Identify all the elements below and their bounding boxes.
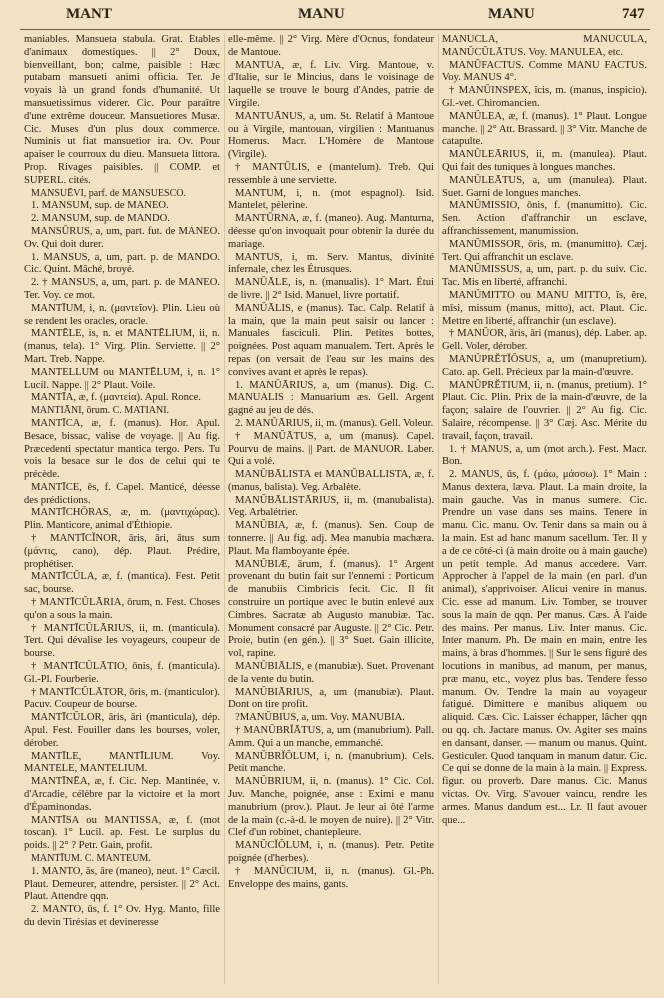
entry-text: 2. MANTO, ūs, f. 1° Ov. Hyg. Manto, fille du devin Tirésias et devineresse (24, 904, 220, 928)
header-left-word: MANT (66, 6, 112, 22)
entry-text: † MANTŪLIS, e (mantelum). Treb. Qui ressemble à une serviette. (228, 161, 434, 186)
entry-text: MANŬĀLE, is, n. (manualis). 1° Mart. Étui de livre. || 2° Isid. Manuel, livre portatif. (228, 277, 434, 301)
entry-text: MANŬFACTUS. Comme MANU FACTUS. Voy. MANUS 4°. (442, 59, 647, 84)
entry-text: elle-même. || 2° Virg. Mère d'Ocnus, fondateur de Mantoue. (228, 34, 434, 58)
entry-text: MANŬPRĔTIUM, ii, n. (manus, pretium). 1° Plaut. Cic. Plin. Prix de la main-d'œuvre, de la façon; salaire de l'ouvrier. || 2° Au fig. Cic. Salaire, récompense. || 3° Cæj. Asc. Mérite du travail, façon, travail. (442, 379, 647, 442)
entry-text: MANTĪA, æ, f. (μαντεία). Apul. Ronce. (31, 392, 201, 404)
entry-text: 1. MANSUS, a, um, part. p. de MANDO. Cic. Quint. Mâché, broyé. (24, 251, 220, 276)
entry-text: 1. MANSUM, sup. de MANEO. (31, 200, 169, 212)
entry-text: MANŬCĬŎLUM, i, n. (manus). Petr. Petite poignée (d'herbes). (228, 840, 434, 864)
entry-text: MANTUĀNUS, a, um. St. Relatif à Mantoue ou à Virgile, mantouan, virgilien : Mantuanus Homerus. Macr. L'Homère de Mantoue (Virgile). (228, 110, 434, 161)
entry-text: MANŬLEĀTUS, a, um (manulea). Plaut. Suet. Garni de longues manches. (442, 174, 647, 199)
entry-text: MANTĪCA, æ, f. (manus). Hor. Apul. Besace, bissac, valise de voyage. || Au fig. Præcedenti spectatur mantica tergo. Pers. Tu vois la besace sur le dos de celui qui te précède. (24, 417, 220, 481)
column-middle (228, 34, 434, 992)
entry-text: MANŬĀLIS, e (manus). Tac. Calp. Relatif à la main, que la main peut saisir ou lancer : Manuales fasciculi. Plin. Petites bottes, poignées. Post aquam manualem. Tert. Après le repas (on versait de l'eau sur les mains des convives avant et après le repas). (228, 302, 434, 378)
entry-text: MANŬMISSOR, ōris, m. (manumitto). Cæj. Tert. Qui affranchit un esclave. (442, 238, 647, 263)
entry-text: † MANTĪCŬLĀRIUS, ii, m. (manticula). Tert. Qui dévalise les voyageurs, coupeur de bourse. (24, 622, 220, 660)
entry-text: MANŬBĀLISTĀRIUS, ii, m. (manubalista). Veg. Arbalétrier. (228, 494, 434, 519)
page-number: 747 (622, 6, 645, 22)
entry-text: MANŬMISSIO, ōnis, f. (manumitto). Cic. Sen. Action d'affranchir un esclave, affranchissement, manumission. (442, 200, 647, 237)
entry-text: MANŬBIÆ, ārum, f. (manus). 1° Argent provenant du butin fait sur l'ennemi : Porticum de manubiis Cimbricis fecit. Cic. Il fit construire un portique avec le butin enlevé aux Cimbres. Sacratæ ab Augusto manubiæ. Tac. Monument consacré par Auguste. || 2° Cic. Petr. Proie, butin (en gén.). || 3° Suet. Gain illicite, vol, rapine. (228, 558, 434, 660)
entry-text: MANSUĒVI, parf. de MANSUESCO. (31, 187, 186, 199)
entry-text: MANŬBRĬŎLUM, i, n. (manubrium). Cels. Petit manche. (228, 750, 434, 775)
entry-text: MANTUS, i, m. Serv. Mantus, divinité infernale, chez les Étrusques. (228, 251, 434, 276)
entry-text: MANTŪRNA, æ, f. (maneo). Aug. Manturna, déesse qu'on invoquait pour obtenir la durée du mariage. (228, 213, 434, 250)
entry-text: MANŬLEĀRIUS, ii, m. (manulea). Plaut. Qui fait des tuniques à longues manches. (442, 149, 647, 173)
entry-text: † MANTĪCŬLĀTOR, ōris, m. (manticulor). Pacuv. Coupeur de bourse. (24, 686, 220, 711)
entry-text: 1. MANTO, ās, āre (maneo), neut. 1° Cæcil. Plaut. Demeurer, attendre, persister. || 2° Act. Plaut. Attendre qqn. (24, 865, 220, 903)
entry-text: MANTĪLE, MANTĪLIUM. Voy. MANTELE, MANTELIUM. (24, 750, 220, 775)
entry-text: MANTĪCHŌRAS, æ, m. (μαντιχώρας). Plin. Manticore, animal d'Éthiopie. (24, 507, 220, 532)
entry-text: MANŬBRIUM, ii, n. (manus). 1° Cic. Col. Juv. Manche, poignée, anse : Eximi e manu manubrium (prov.). Plaut. Je leur ai ôté l'arme de la main (c.-à-d. le moyen de nuire). || 2° Vitr. Clef d'un robinet, chantepleure. (228, 776, 434, 839)
entry-text: 2. MANUS, ūs, f. (μάω, μάσσω). 1° Main : Manus dextera, læva. Plaut. La main droite, la main gauche. Vas in manus sumere. Cic. Prendre un vase dans ses mains. Tenere in manu. Cic. manu. Ov. Tenir dans sa main ou à la main. Est ad hanc manum sacellum. Ter. Il y a de ce côté-ci (à main droite ou à main gauche) un petit temple. Ad manus accedere. Varr. Approcher à l'appel de la main (en parl. d'un animal), s'apprivoiser. Alicui venire in manus. Cic. esse ad manum. Liv. Tomber, se trouver sous la main de qqn. Per manus. Cæs. À l'aide des mains. Per manus. Liv. Inter manus. Cic. Inter manum. Ph. De main en main, entre les mains, à bras d'hommes. || Sur le sens figuré des locutions in manibus, ad manum, per manus, præ manu, etc., voyez plus bas. Tendere fesso manum. Ov. Tendre la main au voyageur fatigué. Dimittere e manibus aliquem ou aliquid. Cæs. Cic. Laisser échapper, lâcher qqn ou qq. ch. Jactare manus. Ov. Agiter ses mains en dansant, danser. — manum ou manus. Quint. Gesticuler. Quod tanquam in manum datur. Cic. Ce qui se donne de la main à la main. || Express. figur. ou proverb. Dare manus. Cic. Manus victas. Ov. Virg. S'avouer vaincu, rendre les armes. Manus dandum est... Lr. Il faut avouer que... (442, 469, 647, 826)
entry-text: MANTĪCŬLOR, āris, āri (manticula), dép. Apul. Fest. Fouiller dans les bourses, voler, dérober. (24, 712, 220, 749)
entry-text: 2. MANŬĀRIUS, ii, m. (manus). Gell. Voleur. (235, 417, 434, 429)
entry-text: MANŬMISSUS, a, um, part. p. du suiv. Cic. Tac. Mis en liberté, affranchi. (442, 264, 647, 289)
entry-text: ?MANŬBIUS, a, um. Voy. MANUBIA. (235, 712, 405, 724)
entry-text: MANŬBIA, æ, f. (manus). Sen. Coup de tonnerre. || Au fig. adj. Mea manubia machæra. Plaut. Ma flamboyante épée. (228, 520, 434, 557)
header-center-word: MANU (298, 6, 345, 22)
entry-text: † MANŬOR, āris, āri (manus), dép. Laber. ap. Gell. Voler, dérober. (442, 328, 647, 353)
running-header (0, 0, 664, 30)
entry-text: † MANTĪCŬLĀTIO, ōnis, f. (manticula). Gl.-Pl. Fourberie. (24, 661, 220, 685)
entry-text: MANŬBIĀRIUS, a, um (manubiæ). Plaut. Dont on tire profit. (228, 686, 434, 711)
header-rule (20, 29, 650, 30)
entry-text: MANTUA, æ, f. Liv. Virg. Mantoue, v. d'Italie, sur le Mincius, dans le voisinage de laquelle se trouve le bourg d'Andes, patrie de Virgile. (228, 59, 434, 109)
column-gutter (224, 34, 225, 984)
entry-text: MANTELLUM ou MANTĒLUM, i, n. 1° Lucil. Nappe. || 2° Plaut. Voile. (24, 366, 220, 391)
header-right-word: MANU (488, 6, 535, 22)
column-right (442, 34, 647, 992)
entry-text: † MANŬBRĬĀTUS, a, um (manubrium). Pall. Amm. Qui a un manche, emmanché. (228, 725, 434, 749)
entry-text: 2. † MANSUS, a, um, part. p. de MANEO. Ter. Voy. ce mot. (24, 277, 220, 301)
entry-text: MANŬLEA, æ, f. (manus). 1° Plaut. Longue manche. || 2° Att. Brassard. || 3° Vitr. Manche de catapulte. (442, 110, 647, 148)
entry-text: † MANŬCIUM, ii, n. (manus). Gl.-Ph. Enveloppe des mains, gants. (228, 865, 434, 890)
entry-text: MANTĪCE, ēs, f. Capel. Manticé, déesse des prédictions. (24, 481, 220, 506)
entry-text: MANŬPRĔTĬŌSUS, a, um (manupretium). Cato. ap. Gell. Précieux par la main-d'œuvre. (442, 353, 647, 378)
entry-text: MANŬCLA, MANŬCŬLA, MANŬCŬLĀTUS. Voy. MANULEA, etc. (442, 34, 647, 58)
entry-text: MANSŪRUS, a, um, part. fut. de MANEO. Ov. Qui doit durer. (24, 225, 220, 250)
entry-text: MANTĒLE, is, n. et MANTĒLIUM, ii, n. (manus, tela). 1° Virg. Plin. Serviette. || 2° Mart. Treb. Nappe. (24, 328, 220, 365)
entry-text: † MANŬĀTUS, a, um (manus). Capel. Pourvu de mains. || Part. de MANUOR. Laber. Qui a volé. (228, 430, 434, 468)
entry-text: † MANTĪCŬLĀRIA, ōrum, n. Fest. Choses qu'on a sous la main. (24, 597, 220, 621)
column-left (24, 34, 220, 992)
entry-text: maniables. Mansueta stabula. Grat. Étables d'animaux domestiques. || 2° Doux, bienveillant, bon; calme, paisible : Hæc putabam mansueti animi officia. Ter. Je voyais là un grand fonds d'humanité. Ut mansuetissimus viderer. Cic. Pour paraître d'une extrême douceur. Mansuetiores Musæ. Cic. Muses d'un plus doux commerce. Numinis ut fiat mansuetior ira. Ov. Pour apaiser le courroux du dieu. Mansueta littora. Prop. Rivages paisibles. || COMP. et SUPERL. cités. (24, 34, 220, 186)
entry-text: 1. MANŬĀRIUS, a, um (manus). Dig. C. MANUALIS : Manuarium æs. Gell. Argent gagné au jeu de dés. (228, 379, 434, 417)
entry-text: MANTĪNĒA, æ, f. Cic. Nep. Mantinée, v. d'Arcadie, célèbre par la victoire et la mort d'Épaminondas. (24, 776, 220, 813)
entry-text: MANTĪSA ou MANTISSA, æ, f. (mot toscan). 1° Lucil. ap. Fest. Le surplus du poids. || 2° ? Petr. Gain, profit. (24, 814, 220, 852)
entry-text: MANTĪUM. C. MANTEUM. (31, 853, 151, 864)
entry-text: MANŬBIĀLIS, e (manubiæ). Suet. Provenant de la vente du butin. (228, 661, 434, 685)
entry-text: MANTĪCŬLA, æ, f. (mantica). Fest. Petit sac, bourse. (24, 571, 220, 596)
entry-text: MANTIĀNI, ōrum. C. MATIANI. (31, 405, 170, 417)
column-gutter (438, 34, 439, 984)
entry-text: MANTĪUM, i, n. (μαντεῖον). Plin. Lieu où se rendent les oracles, oracle. (24, 302, 220, 327)
entry-text: MANTUM, i, n. (mot espagnol). Isid. Mantelet, pèlerine. (228, 187, 434, 212)
entry-text: † MANŬINSPEX, ĭcis, m. (manus, inspicio). Gl.-vet. Chiromancien. (442, 85, 647, 109)
entry-text: † MANTĪCĬNOR, āris, āri, ātus sum (μάντις, cano), dép. Plaut. Prédire, prophétiser. (24, 533, 220, 570)
entry-text: MANŬBĀLISTA et MANŬBALLISTA, æ, f. (manus, balista). Veg. Arbalète. (228, 469, 434, 493)
entry-text: MANŬMITTO ou MANU MITTO, ĭs, ĕre, mīsi, missum (manus, mitto), act. Plaut. Cic. Mettre en liberté, affranchir (un esclave). (442, 289, 647, 327)
entry-text: 2. MANSUM, sup. de MANDO. (31, 213, 170, 225)
entry-text: 1. † MANUS, a, um (mot arch.). Fest. Macr. Bon. (442, 443, 647, 468)
